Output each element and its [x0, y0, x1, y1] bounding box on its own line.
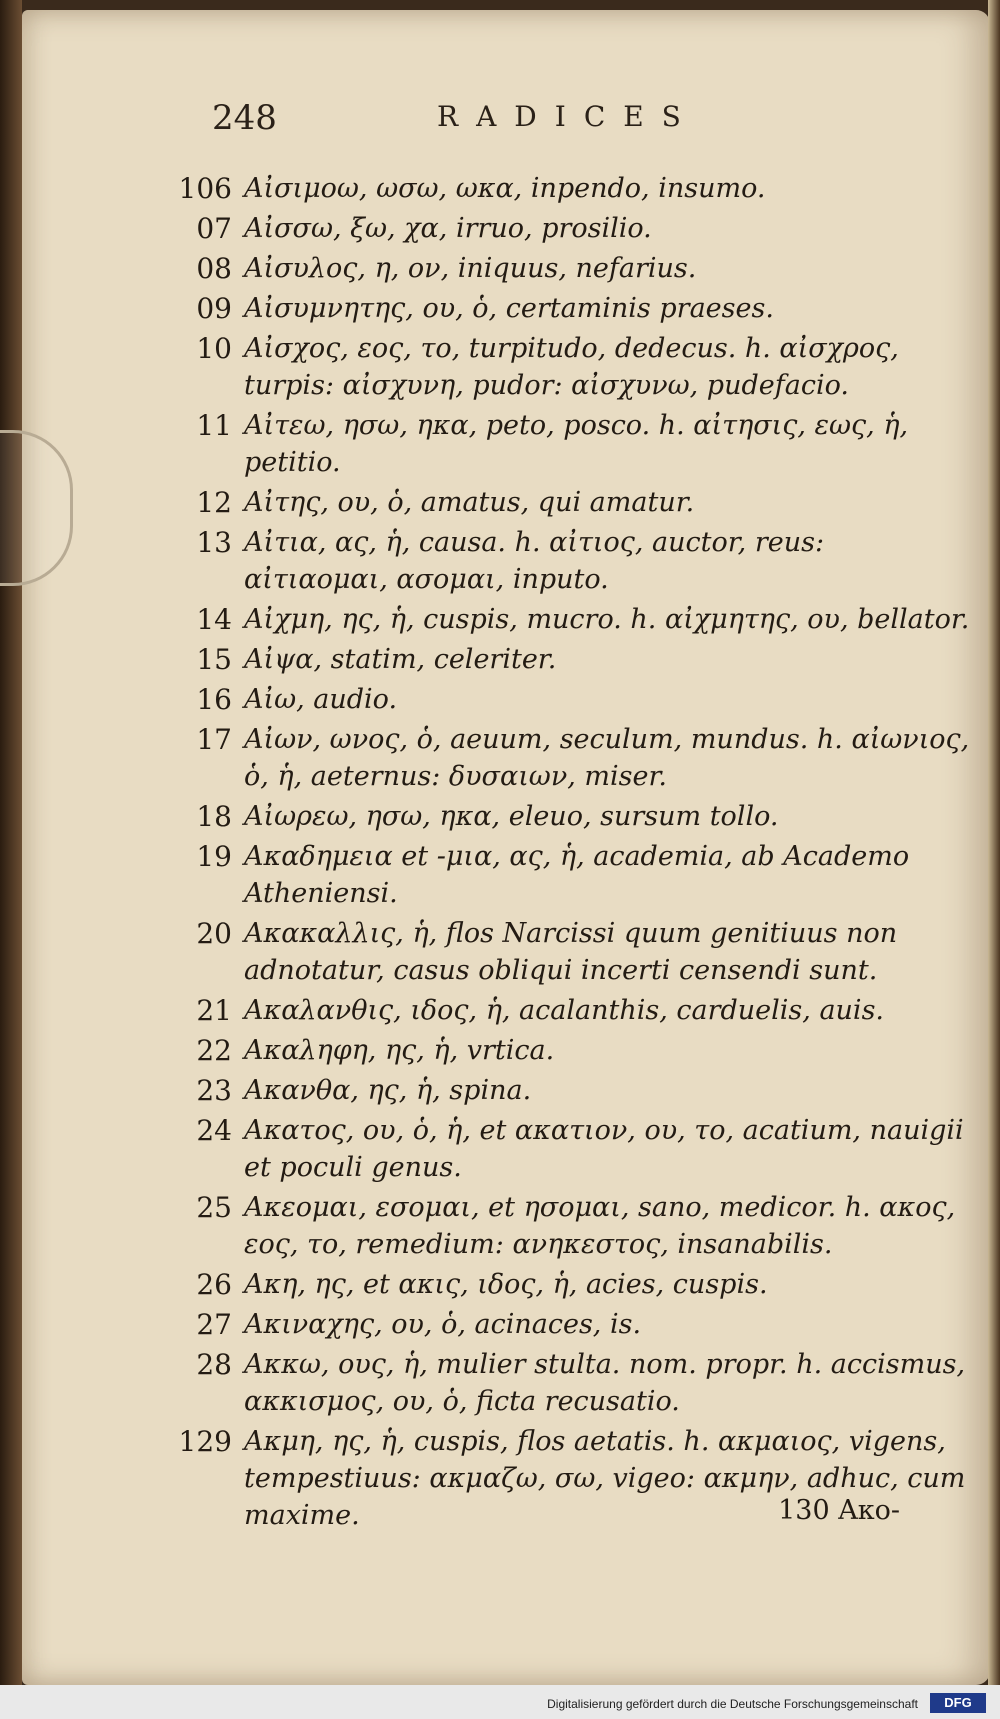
page-number: 248 [212, 98, 277, 138]
dictionary-entry [172, 524, 972, 598]
dictionary-entry [172, 1112, 972, 1186]
footer-text: Digitalisierung gefördert durch die Deutsche Forschungsgemeinschaft [547, 1697, 918, 1711]
entry-number: 106 [178, 172, 232, 205]
entry-text: Αἰχμη, ης, ἡ, cuspis, mucro. h. αἰχμητης, ου, bellator. [244, 604, 970, 635]
catchword: 130 Ακο- [778, 1495, 900, 1526]
dictionary-entry [172, 210, 972, 247]
entry-text: Ακαληφη, ης, ἡ, vrtica. [244, 1035, 555, 1066]
entry-text: Ακατος, ου, ὁ, ἡ, et ακατιον, ου, το, acatium, nauigii et poculi genus. [244, 1115, 964, 1183]
dictionary-entry [172, 1189, 972, 1263]
entry-number: 23 [196, 1074, 232, 1107]
entry-text: Ακαλανθις, ιδος, ἡ, acalanthis, carduelis, auis. [244, 995, 885, 1026]
dictionary-entry [172, 1306, 972, 1343]
entry-number: 26 [196, 1268, 232, 1301]
entry-number: 08 [196, 252, 232, 285]
entry-text: Αἰτεω, ησω, ηκα, peto, posco. h. αἰτησις, εως, ἡ, petitio. [244, 410, 909, 478]
entry-number: 07 [196, 212, 232, 245]
entry-text: Αἰσυμνητης, ου, ὁ, certaminis praeses. [244, 293, 774, 324]
entry-number: 19 [196, 840, 232, 873]
dictionary-entry [172, 721, 972, 795]
dictionary-entry [172, 798, 972, 835]
dictionary-entry [172, 330, 972, 404]
entry-number: 18 [196, 800, 232, 833]
dictionary-entry [172, 1346, 972, 1420]
dictionary-entry [172, 407, 972, 481]
page-header [212, 98, 912, 138]
entry-text: Ακμη, ης, ἡ, cuspis, flos aetatis. h. ακμαιος, vigens, tempestiuus: ακμαζω, σω, vigeo: ακμην, adhuc, cum maxime. [244, 1426, 966, 1531]
entry-number: 13 [196, 526, 232, 559]
entry-number: 27 [196, 1308, 232, 1341]
dictionary-entry [172, 1032, 972, 1069]
entry-number: 17 [196, 723, 232, 756]
entry-number: 15 [196, 643, 232, 676]
dictionary-entry [172, 838, 972, 912]
dfg-logo: DFG [930, 1693, 986, 1713]
entry-number: 09 [196, 292, 232, 325]
entry-number: 28 [196, 1348, 232, 1381]
entry-number: 12 [196, 486, 232, 519]
entry-text: Αἰσχος, εος, το, turpitudo, dedecus. h. αἰσχρος, turpis: αἰσχυνη, pudor: αἰσχυνω, pudefacio. [244, 333, 899, 401]
entry-text: Αἰωρεω, ησω, ηκα, eleuo, sursum tollo. [244, 801, 779, 832]
dictionary-entry [172, 915, 972, 989]
dictionary-entry [172, 484, 972, 521]
entry-text: Ακανθα, ης, ἡ, spina. [244, 1075, 532, 1106]
footer-bar [0, 1685, 1000, 1719]
entry-number: 20 [196, 917, 232, 950]
entry-text: Ακκω, ους, ἡ, mulier stulta. nom. propr. h. accismus, ακκισμος, ου, ὁ, ficta recusatio. [244, 1349, 966, 1417]
dictionary-entry [172, 1072, 972, 1109]
entry-text: Ακαδημεια et -μια, ας, ἡ, academia, ab Academo Atheniensi. [244, 841, 910, 909]
book-spine-edge [0, 0, 22, 1719]
dictionary-entry [172, 170, 972, 207]
entry-text: Αἰτια, ας, ἡ, causa. h. αἰτιος, auctor, reus: αἰτιαομαι, ασομαι, inputo. [244, 527, 825, 595]
entry-number: 11 [196, 409, 232, 442]
entry-number: 14 [196, 603, 232, 636]
dictionary-entry [172, 250, 972, 287]
entry-text: Αἰω, audio. [244, 684, 398, 715]
entry-text: Ακη, ης, et ακις, ιδος, ἡ, acies, cuspis. [244, 1269, 768, 1300]
dictionary-entries [172, 170, 972, 1537]
dictionary-entry [172, 601, 972, 638]
entry-text: Αἰων, ωνος, ὁ, aeuum, seculum, mundus. h. αἰωνιος, ὁ, ἡ, aeternus: δυσαιων, miser. [244, 724, 970, 792]
dictionary-entry [172, 681, 972, 718]
dictionary-entry [172, 1266, 972, 1303]
dictionary-entry [172, 641, 972, 678]
entry-text: Ακιναχης, ου, ὁ, acinaces, is. [244, 1309, 642, 1340]
entry-text: Αἰψα, statim, celeriter. [244, 644, 557, 675]
book-page [22, 10, 990, 1685]
entry-text: Αἰσσω, ξω, χα, irruo, prosilio. [244, 213, 652, 244]
entry-text: Αἰτης, ου, ὁ, amatus, qui amatur. [244, 487, 695, 518]
entry-number: 22 [196, 1034, 232, 1067]
dictionary-entry [172, 992, 972, 1029]
dictionary-entry [172, 290, 972, 327]
entry-number: 16 [196, 683, 232, 716]
entry-text: Ακακαλλις, ἡ, flos Narcissi quum genitiuus non adnotatur, casus obliqui incerti censendi sunt. [244, 918, 898, 986]
entry-number: 129 [178, 1425, 232, 1458]
entry-text: Αἰσυλος, η, ον, iniquus, nefarius. [244, 253, 697, 284]
entry-text: Αἰσιμοω, ωσω, ωκα, inpendo, insumo. [244, 173, 766, 204]
entry-number: 25 [196, 1191, 232, 1224]
entry-number: 24 [196, 1114, 232, 1147]
running-title: RADICES [437, 100, 699, 133]
adjacent-page-edge [988, 0, 1000, 1719]
entry-number: 21 [196, 994, 232, 1027]
entry-number: 10 [196, 332, 232, 365]
entry-text: Ακεομαι, εσομαι, et ησομαι, sano, medicor. h. ακος, εος, το, remedium: ανηκεστος, insanabilis. [244, 1192, 956, 1260]
